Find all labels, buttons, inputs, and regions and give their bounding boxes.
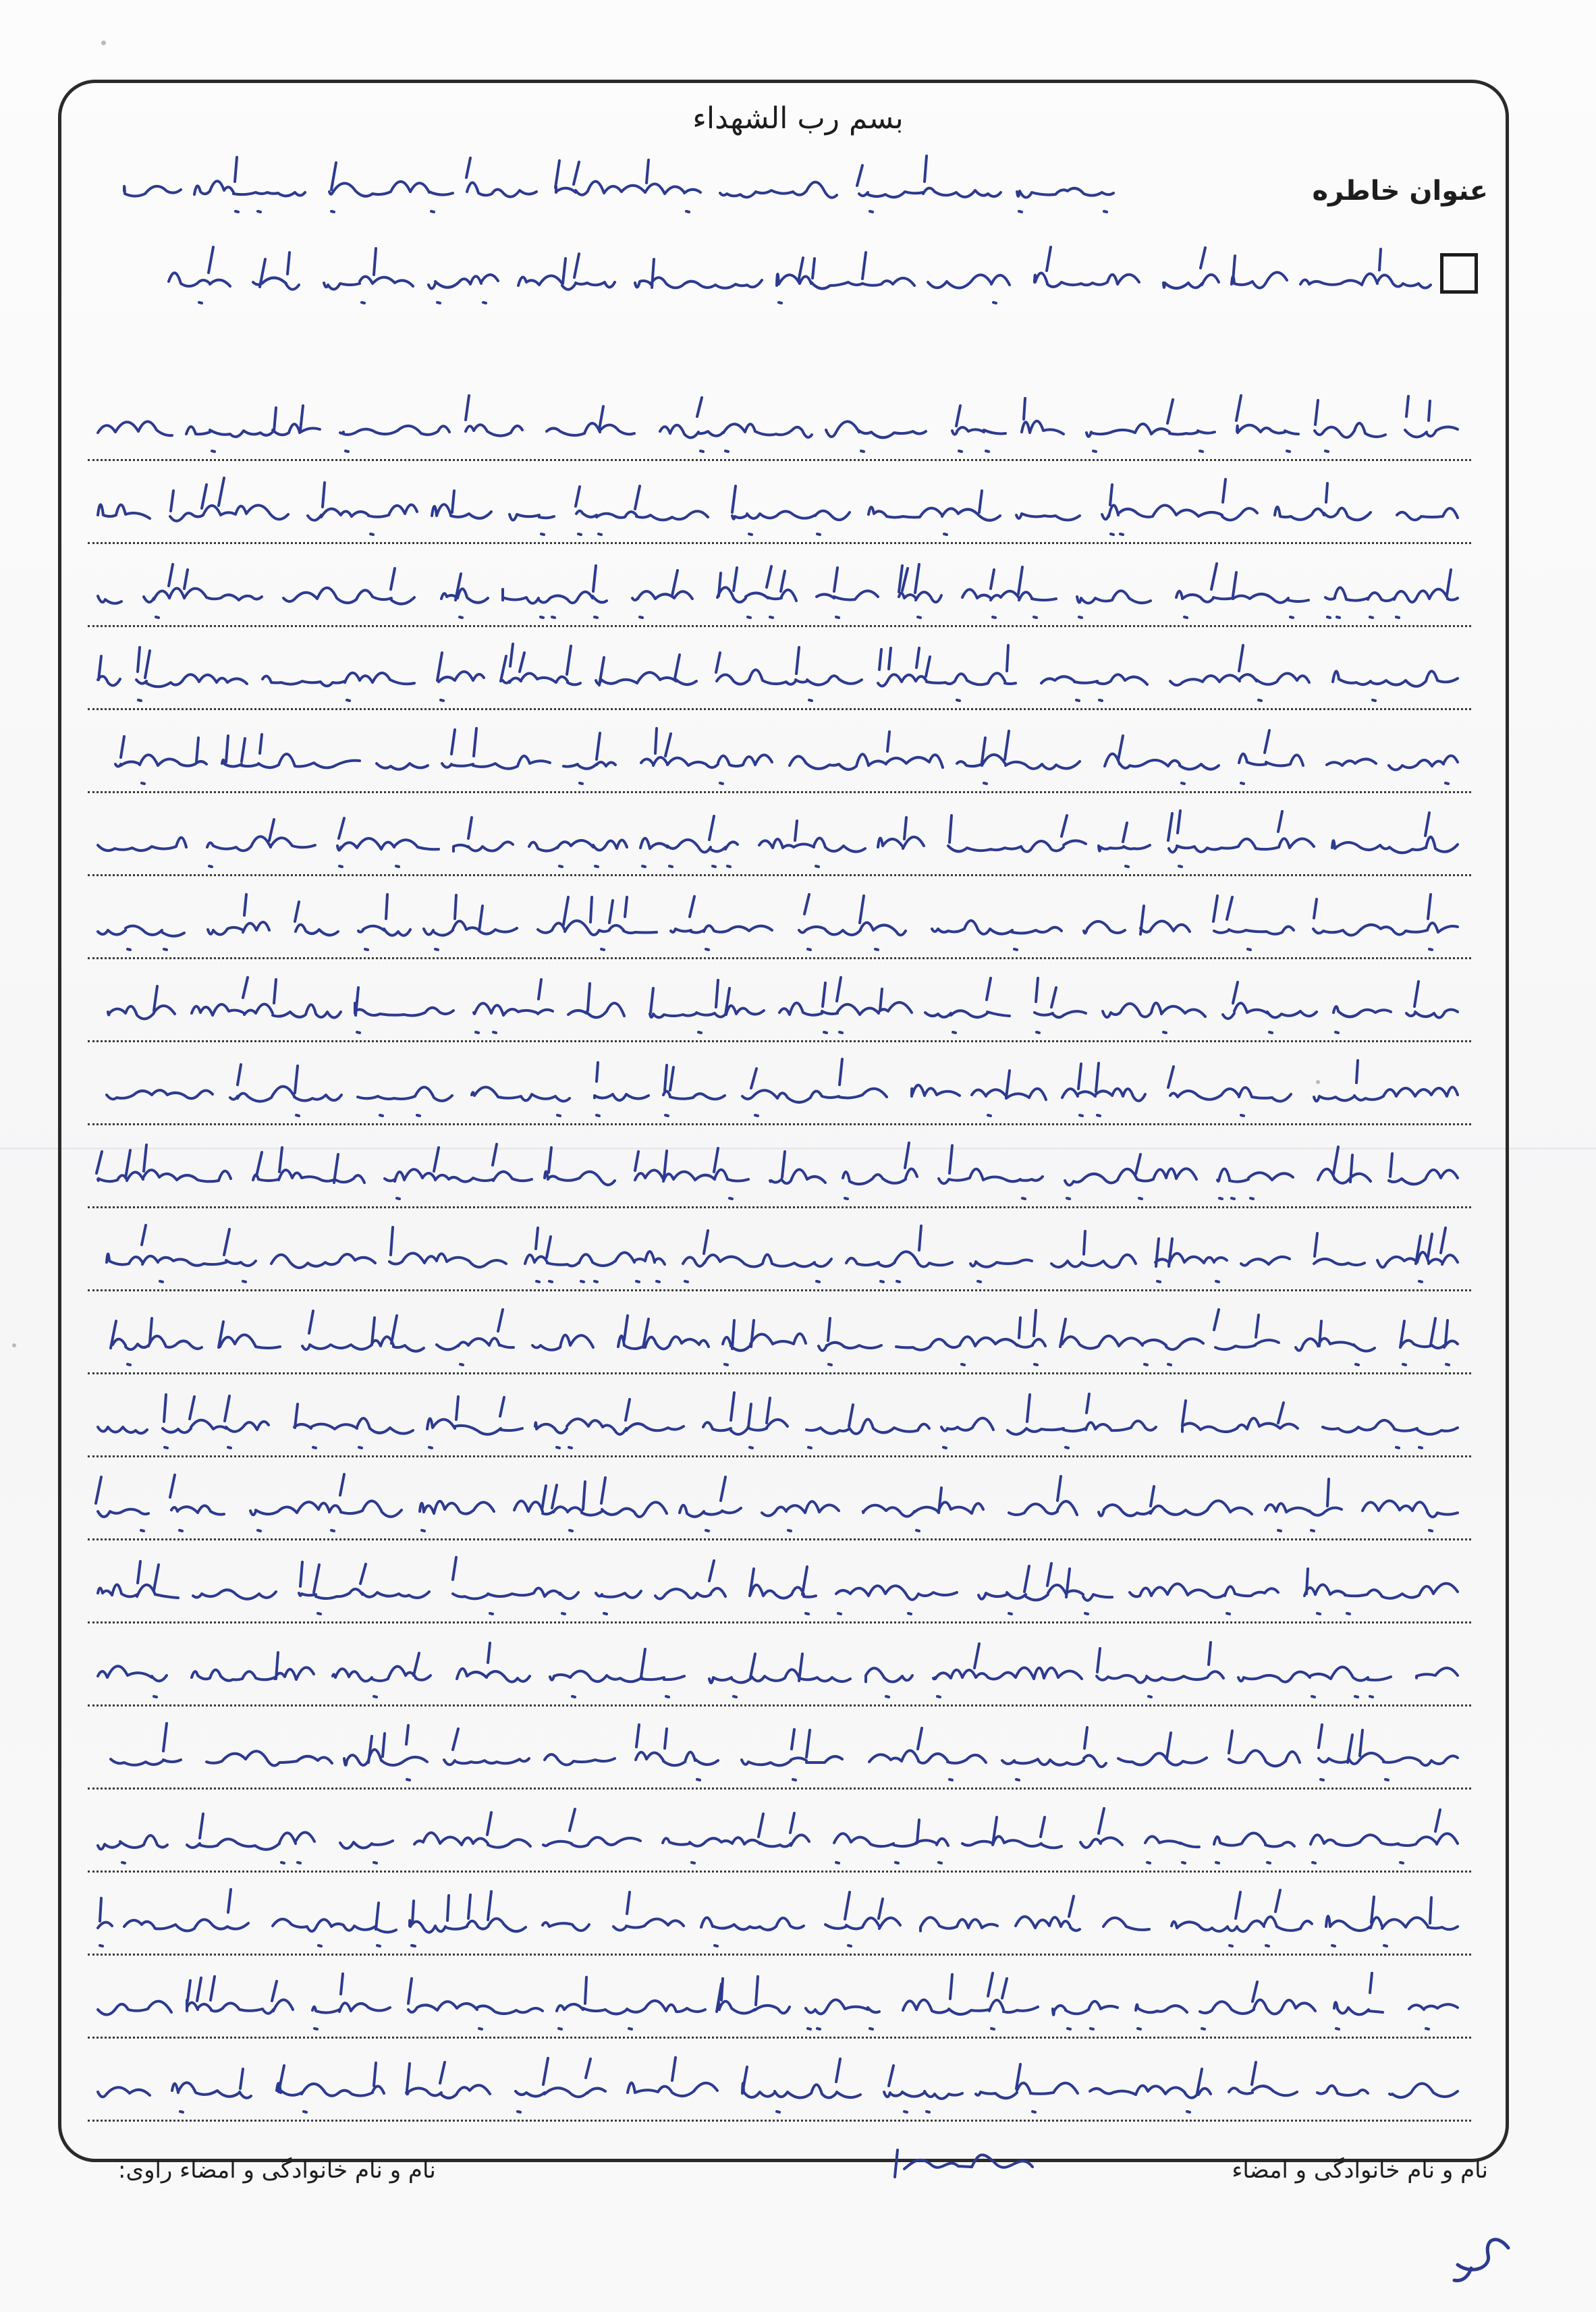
handwriting-stroke [98, 396, 1458, 452]
handwriting-stroke [98, 1642, 1458, 1697]
handwriting-stroke [98, 1808, 1458, 1863]
witness-signature-label: نام و نام خانوادگی و امضاء راوی: [118, 2157, 436, 2184]
handwriting-stroke [111, 1310, 1458, 1365]
page-number-mark [1444, 2228, 1518, 2288]
handwriting-stroke [98, 2058, 1458, 2112]
handwriting-stroke [98, 564, 1458, 618]
handwriting-stroke [98, 644, 1458, 701]
handwriting-stroke [98, 478, 1458, 535]
narrator-signature [877, 2136, 1053, 2190]
handwriting-stroke [107, 1059, 1458, 1116]
handwriting-stroke [108, 977, 1458, 1033]
paper-speck [1316, 1080, 1320, 1084]
handwriting-stroke [107, 1225, 1458, 1282]
form-title: بسم رب الشهداء [692, 101, 904, 136]
handwriting-stroke [98, 894, 1458, 950]
handwriting-stroke [115, 728, 1458, 784]
handwriting-stroke [124, 156, 1113, 212]
paper-speck [101, 41, 106, 45]
narrator-signature-label: نام و نام خانوادگی و امضاء [1232, 2157, 1488, 2184]
handwriting-stroke [169, 247, 1431, 303]
handwriting-stroke [96, 1474, 1458, 1531]
topic-label: عنوان خاطره [1312, 176, 1488, 207]
handwriting-stroke [98, 1973, 1458, 2029]
handwriting-stroke [98, 1393, 1458, 1448]
handwriting-stroke [111, 1723, 1458, 1780]
handwriting-stroke [98, 1557, 1458, 1614]
handwriting-stroke [98, 811, 1458, 867]
handwriting-stroke [98, 1889, 1458, 1946]
paper-speck [12, 1343, 16, 1347]
handwriting-stroke [97, 1143, 1458, 1199]
